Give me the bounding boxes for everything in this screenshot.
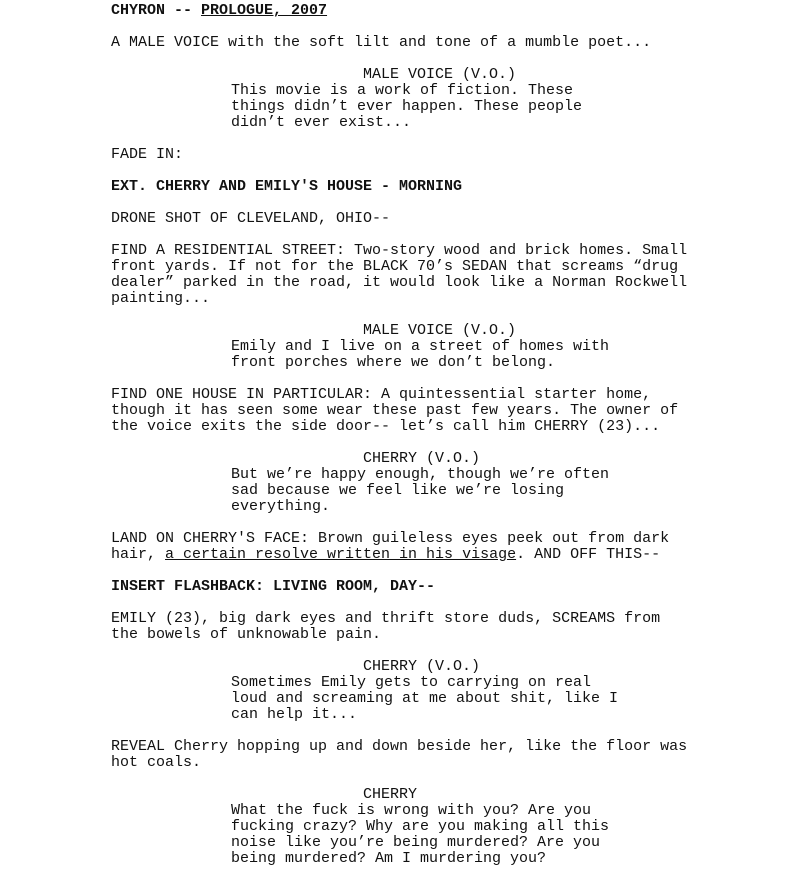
dialogue-line: didn’t ever exist... <box>231 114 412 131</box>
scene-heading: EXT. CHERRY AND EMILY'S HOUSE - MORNING <box>111 178 463 195</box>
character-cue: CHERRY (V.O.) <box>363 658 481 675</box>
dialogue-line: things didn’t ever happen. These people <box>231 98 583 115</box>
character-cue: CHERRY <box>363 786 418 803</box>
action-text: painting... <box>111 290 211 307</box>
action-text: DRONE SHOT OF CLEVELAND, OHIO-- <box>111 210 391 227</box>
action-text: dealer” parked in the road, it would look like a Norman Rockwell <box>111 274 688 291</box>
dialogue-line: noise like you’re being murdered? Are you <box>231 834 601 851</box>
chyron-prefix: CHYRON -- <box>111 2 202 19</box>
character-cue: MALE VOICE (V.O.) <box>363 322 517 339</box>
action-text: the voice exits the side door-- let’s call him CHERRY (23)... <box>111 418 661 435</box>
dialogue-line: front porches where we don’t belong. <box>231 354 556 371</box>
action-text-segment: hair, <box>111 546 166 563</box>
transition-text: FADE IN: <box>111 146 184 163</box>
action-text: A MALE VOICE with the soft lilt and tone of a mumble poet... <box>111 34 652 51</box>
action-text: FIND ONE HOUSE IN PARTICULAR: A quintessential starter home, <box>111 386 652 403</box>
dialogue-line: sad because we feel like we’re losing <box>231 482 565 499</box>
dialogue-line: Sometimes Emily gets to carrying on real <box>231 674 592 691</box>
action-text: front yards. If not for the BLACK 70’s SEDAN that screams “drug <box>111 258 679 275</box>
character-cue: CHERRY (V.O.) <box>363 450 481 467</box>
dialogue-line: But we’re happy enough, though we’re often <box>231 466 610 483</box>
chyron-title: PROLOGUE, 2007 <box>201 2 328 19</box>
character-cue: MALE VOICE (V.O.) <box>363 66 517 83</box>
action-text: hot coals. <box>111 754 202 771</box>
action-text: LAND ON CHERRY'S FACE: Brown guileless eyes peek out from dark <box>111 530 670 547</box>
dialogue-line: loud and screaming at me about shit, like I <box>231 690 619 707</box>
chyron-line <box>111 3 327 19</box>
action-text: the bowels of unknowable pain. <box>111 626 382 643</box>
dialogue-line: everything. <box>231 498 331 515</box>
action-text-segment: . AND OFF THIS-- <box>516 546 661 563</box>
scene-heading: INSERT FLASHBACK: LIVING ROOM, DAY-- <box>111 578 436 595</box>
dialogue-line: being murdered? Am I murdering you? <box>231 850 547 867</box>
action-text: REVEAL Cherry hopping up and down beside her, like the floor was <box>111 738 688 755</box>
action-text: though it has seen some wear these past few years. The owner of <box>111 402 679 419</box>
dialogue-line: fucking crazy? Why are you making all this <box>231 818 610 835</box>
action-text-underlined-line <box>111 547 660 563</box>
dialogue-line: What the fuck is wrong with you? Are you <box>231 802 592 819</box>
underlined-phrase: a certain resolve written in his visage <box>165 546 517 563</box>
action-text: EMILY (23), big dark eyes and thrift store duds, SCREAMS from <box>111 610 661 627</box>
dialogue-line: Emily and I live on a street of homes with <box>231 338 610 355</box>
dialogue-line: can help it... <box>231 706 358 723</box>
dialogue-line: This movie is a work of fiction. These <box>231 82 574 99</box>
action-text: FIND A RESIDENTIAL STREET: Two-story wood and brick homes. Small <box>111 242 688 259</box>
